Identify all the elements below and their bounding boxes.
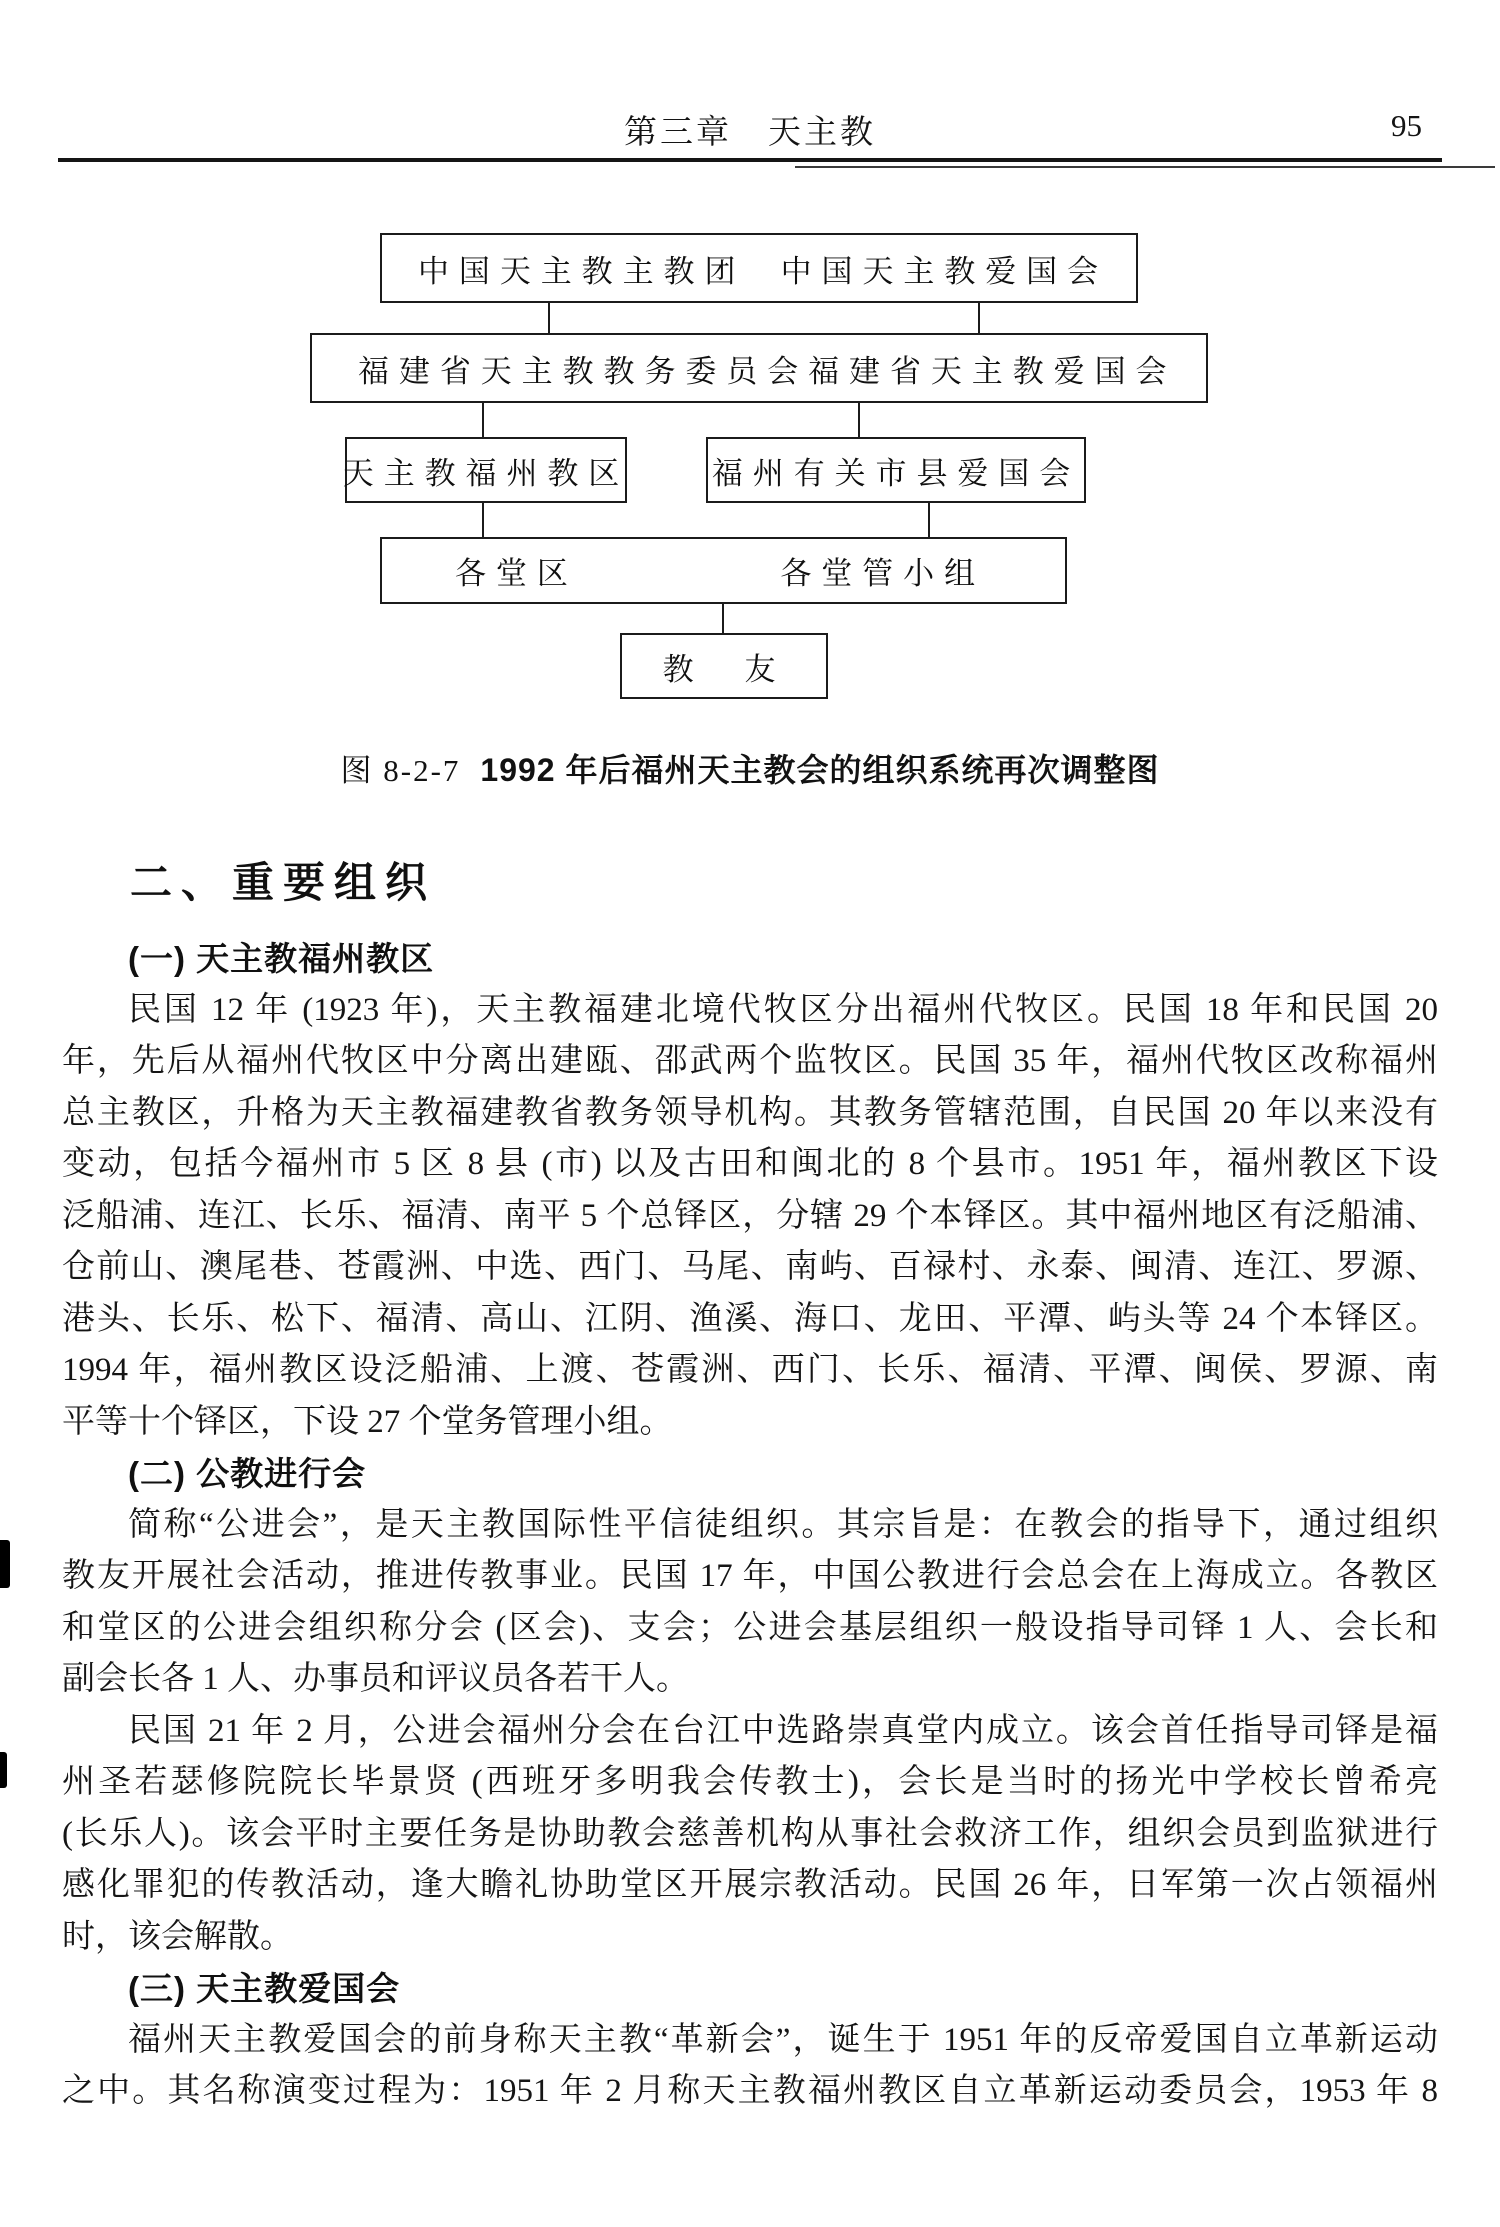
connector-line xyxy=(548,303,550,333)
subsection-heading: (二) 公教进行会 xyxy=(128,1455,367,1492)
org-box-diocese xyxy=(342,437,630,503)
connector-line xyxy=(482,503,484,537)
org-label-national-patriotic: 中国天主教爱国会 xyxy=(780,253,1108,289)
org-label-city-county: 福州有关市县爱国会 xyxy=(711,455,1081,491)
body-line: 仓前山、澳尾巷、苍霞洲、中选、西门、马尾、南屿、百禄村、永泰、闽清、连江、罗源、 xyxy=(62,1249,1438,1285)
body-content xyxy=(62,855,1438,2118)
connector-line xyxy=(722,604,724,633)
connector-line xyxy=(482,403,484,437)
org-label-faithful: 教 友 xyxy=(662,651,786,687)
org-box-provincial xyxy=(310,333,1208,403)
connector-line xyxy=(858,403,860,437)
org-label-provincial-affairs: 福建省天主教教务委员会 xyxy=(358,353,809,389)
section-heading: 二、重要组织 xyxy=(130,861,437,907)
body-line: 教友开展社会活动，推进传教事业。民国 17 年，中国公教进行会总会在上海成立。各教区 xyxy=(62,1558,1438,1594)
body-line: 民国 12 年 (1923 年)，天主教福建北境代牧区分出福州代牧区。民国 18 年和民国 20 xyxy=(128,991,1438,1028)
body-line: 感化罪犯的传教活动，逢大瞻礼协助堂区开展宗教活动。民国 26 年，日军第一次占领福州 xyxy=(62,1867,1438,1903)
subsection-heading: (一) 天主教福州教区 xyxy=(128,940,435,977)
org-box-city-county xyxy=(706,437,1086,503)
chapter-title: 第三章 天主教 xyxy=(624,115,876,151)
org-box-faithful xyxy=(620,633,828,699)
body-line: 总主教区，升格为天主教福建教省教务领导机构。其教务管辖范围，自民国 20 年以来没有 xyxy=(62,1094,1438,1131)
body-line: 平等十个铎区，下设 27 个堂务管理小组。 xyxy=(62,1403,673,1440)
body-line: 港头、长乐、松下、福清、高山、江阴、渔溪、海口、龙田、平潭、屿头等 24 个本铎区。 xyxy=(62,1300,1438,1337)
figure-caption xyxy=(0,745,1500,791)
org-chart-figure xyxy=(0,0,1500,800)
scan-artifact xyxy=(0,1752,7,1788)
org-label-national-bishops: 中国天主教主教团 xyxy=(418,253,746,289)
body-line: 副会长各 1 人、办事员和评议员各若干人。 xyxy=(62,1661,689,1697)
connector-line xyxy=(978,303,980,333)
org-box-national xyxy=(380,233,1138,303)
figure-caption-label: 图 8-2-7 xyxy=(340,753,461,788)
body-line: 民国 21 年 2 月，公进会福州分会在台江中选路崇真堂内成立。该会首任指导司铎是福 xyxy=(128,1712,1438,1749)
org-label-parish-groups: 各堂管小组 xyxy=(780,556,985,591)
org-label-provincial-patriotic: 福建省天主教爱国会 xyxy=(808,353,1177,389)
connector-line xyxy=(928,503,930,537)
body-line: 简称“公进会”，是天主教国际性平信徒组织。其宗旨是：在教会的指导下，通过组织 xyxy=(128,1506,1438,1543)
scan-artifact xyxy=(0,1540,10,1588)
body-line: 1994 年，福州教区设泛船浦、上渡、苍霞洲、西门、长乐、福清、平潭、闽侯、罗源、南 xyxy=(62,1352,1438,1388)
org-box-parish xyxy=(380,537,1067,604)
body-line: (长乐人)。该会平时主要任务是协助教会慈善机构从事社会救济工作，组织会员到监狱进行 xyxy=(62,1815,1438,1852)
subsection-heading: (三) 天主教爱国会 xyxy=(128,1970,401,2007)
org-label-diocese: 天主教福州教区 xyxy=(342,455,630,491)
figure-caption-title: 1992 年后福州天主教会的组织系统再次调整图 xyxy=(480,752,1160,788)
body-line: 时，该会解散。 xyxy=(62,1918,293,1955)
body-line: 福州天主教爱国会的前身称天主教“革新会”，诞生于 1951 年的反帝爱国自立革新运动 xyxy=(128,2021,1438,2058)
body-line: 年，先后从福州代牧区中分离出建瓯、邵武两个监牧区。民国 35 年，福州代牧区改称福州 xyxy=(62,1043,1438,1079)
body-line: 和堂区的公进会组织称分会 (区会)、支会；公进会基层组织一般设指导司铎 1 人、会长和 xyxy=(62,1609,1438,1646)
body-line: 泛船浦、连江、长乐、福清、南平 5 个总铎区，分辖 29 个本铎区。其中福州地区有泛船浦、 xyxy=(62,1197,1438,1234)
page-number: 95 xyxy=(1391,108,1422,143)
body-line: 之中。其名称演变过程为：1951 年 2 月称天主教福州教区自立革新运动委员会，1953 年 8 xyxy=(62,2073,1438,2109)
org-label-parish-districts: 各堂区 xyxy=(455,556,578,591)
body-line: 州圣若瑟修院院长毕景贤 (西班牙多明我会传教士)，会长是当时的扬光中学校长曾希亮 xyxy=(62,1764,1438,1800)
body-line: 变动，包括今福州市 5 区 8 县 (市) 以及古田和闽北的 8 个县市。1951 年，福州教区下设 xyxy=(62,1146,1438,1182)
